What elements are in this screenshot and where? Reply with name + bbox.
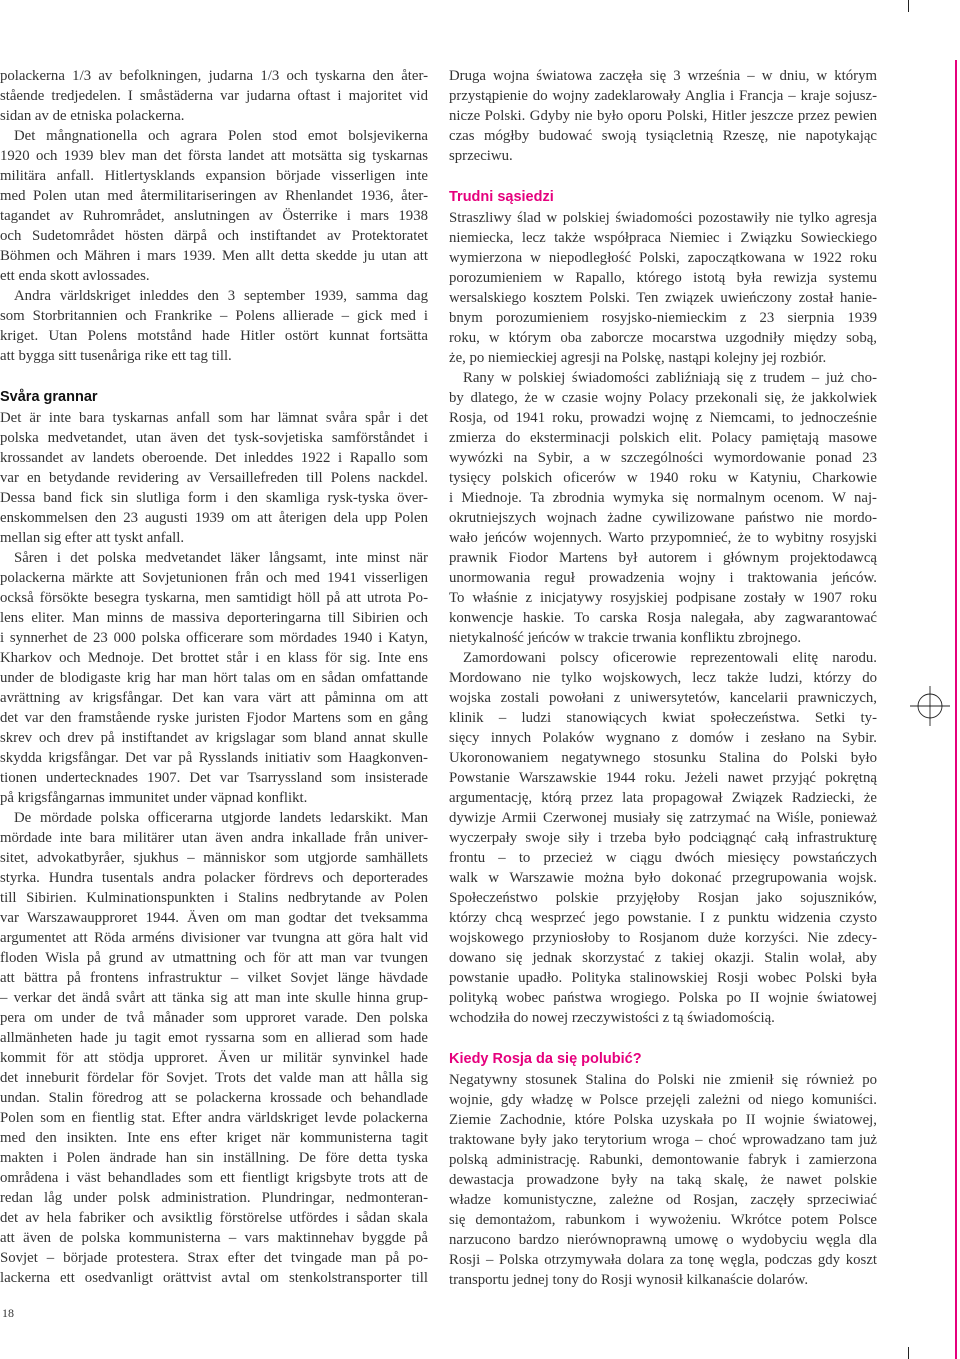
text-line: wojnie, gdy władzę w Polsce przejęli zależni od niego komuniści. [449, 1092, 877, 1108]
text-line: Powstanie Warszawskie 1944 roku. Jeżeli nawet przyjąć pokrętną [449, 770, 877, 786]
text-line: det inneburit fördelar för Sovjet. Trots det valde man att hålla sig [0, 1070, 428, 1086]
text-line: mellan sig efter att tyskt anfall. [0, 530, 185, 546]
text-line: lens eliter. Man minns de massiva deporteringarna till Sibirien och [0, 610, 428, 626]
crop-mark-bottom [908, 1347, 909, 1359]
text-line: się demontażom, rabunkom i wywożeniu. Wkrótce potem Polsce [449, 1212, 877, 1228]
text-line: 1920 och 1939 blev man det första landet att motsätta sig tyskarnas [0, 148, 428, 164]
text-line: Ziemie Zachodnie, które Polska uzyskała po II wojnie światowej, [449, 1112, 877, 1128]
text-line: kommit för att stödja upproret. Även ur militär synvinkel hade [0, 1050, 428, 1066]
text-line: skydda krigsfångar. Det var på Rysslands initiativ som Haagkonven- [0, 750, 428, 766]
text-line: redan låg under polsk administration. Plundringar, nedmonteran- [0, 1190, 428, 1206]
text-line: bnym porozumieniem rosyjsko-niemieckim z 23 sierpnia 1939 [449, 310, 877, 326]
text-line: polackerna märkte att Sovjetunionen från och med 1941 visserligen [0, 570, 428, 586]
text-line: okrutniejszych wojnach żadne cywilizowane państwo nie mordo- [449, 510, 877, 526]
text-line: Det är inte bara tyskarnas anfall som har lämnat svåra spår i det [0, 410, 428, 426]
text-line: sprzeciwu. [449, 148, 513, 164]
text-line: Det mångnationella och agrara Polen stod emot bolsjevikerna [14, 128, 428, 144]
text-line: på krigsfångarnas immunitet under väpnad konflikt. [0, 790, 308, 806]
paragraph [449, 648, 877, 1028]
text-line: narzucono bardzo nierównoprawną umowę o wydobyciu węgla dla [449, 1232, 877, 1248]
text-line: avrättning av krigsfångar. Det kan vara värt att påminna om att [0, 690, 428, 706]
text-line: Mordowano nie tylko wojskowych, lecz także ludzi, którzy do [449, 670, 877, 686]
registration-mark-icon [910, 686, 950, 726]
section-heading: Trudni sąsiedzi [449, 189, 554, 205]
paragraph [0, 808, 428, 1288]
paragraph [0, 548, 428, 808]
text-line: var en betydande revidering av Versaillefreden till Polens nackdel. [0, 470, 428, 486]
section-heading: Kiedy Rosja da się polubić? [449, 1051, 642, 1067]
text-line: że, po niemieckiej agresji na Polskę, nastąpi kolejny jej rozbiór. [449, 350, 827, 366]
text-line: och Sudetområdet hösten därpå och instiftandet av Protektoratet [0, 228, 428, 244]
text-line: ett enda skott avlossades. [0, 268, 150, 284]
crop-mark-top [908, 0, 909, 12]
text-line: którzy chcą wesprzeć jego powstanie. I z punktu widzenia czysto [449, 910, 877, 926]
text-line: dowano się jednak skorzystać z takiej okazji. Stalin wolał, aby [449, 950, 877, 966]
text-line: wyczerpały swoje siły i trzeba było podciągnąć całą infrastrukturę [449, 830, 877, 846]
page-number: 18 [2, 1306, 14, 1320]
text-line: porozumieniem w Rapallo, którego istotą była rewizja systemu [449, 270, 877, 286]
paragraph [449, 66, 877, 166]
text-line: det av hela fabriker och avsiktlig förstörelse utfördes i sådan skala [0, 1210, 428, 1226]
text-line: To właśnie z inicjatywy rosyjskiej podpisane zostały w 1907 roku [449, 590, 877, 606]
text-line: transportu jednej tony do Rosji wynosił kilkanaście dolarów. [449, 1272, 809, 1288]
text-line: niemiecka, lecz także współpraca Niemiec i Związku Sowieckiego [449, 230, 877, 246]
text-line: var Warszawaupproret 1944. Även om man godtar det tveksamma [0, 910, 428, 926]
text-line: krossandet av landets oberoende. Det inleddes 1922 i Rapallo som [0, 450, 428, 466]
text-line: allmänheten hade ju tagit emot ryssarna som en allierad som hade [0, 1030, 428, 1046]
text-line: nietykalność jeńców w trakcie trwania konfliktu zbrojnego. [449, 630, 802, 646]
paragraph [449, 1070, 877, 1290]
paragraph [0, 286, 428, 366]
text-line: tionen undertecknades 1907. Det var Tsarryssland som insisterade [0, 770, 428, 786]
margin-color-bar [955, 60, 957, 1359]
text-line: Negatywny stosunek Stalina do Polski nie zmienił się również po [449, 1072, 877, 1088]
text-line: dywizje Armii Czerwonej musiały się zatrzymać na Wiśle, ponieważ [449, 810, 877, 826]
text-line: Dessa band fick sin slutliga form i den skamliga rysk-tyska över- [0, 490, 428, 506]
text-line: czas mógłby budować swoją tysiącletnią Rzeszę, nie napotykając [449, 128, 877, 144]
text-line: under de blodigaste krig har man hört talas om en sådan omfattande [0, 670, 428, 686]
text-line: frontu – to przecież w ciągu dwóch miesięcy powstańczych [449, 850, 877, 866]
text-line: by dlatego, że w czasie wojny Polacy przekonali się, że jakkolwiek [449, 390, 877, 406]
text-line: unormowania reguł prowadzenia wojny i traktowania jeńców. [449, 570, 877, 586]
text-line: Polen som en fientlig stat. Efter andra världskriget levde polackerna [0, 1110, 428, 1126]
text-line: med Polen utan med återmilitariseringen av Rhenlandet 1936, åter- [0, 188, 428, 204]
text-line: roku, w którym oba zaborcze mocarstwa uzgodniły między sobą, [449, 330, 877, 346]
text-line: i Miednoje. Ta zbrodnia wymyka się normalnym ocenom. W naj- [449, 490, 877, 506]
text-line: att bygga sitt tusenåriga rike ett tag till. [0, 348, 232, 364]
text-line: dewastacja prowadzone były na taką skalę, że nawet polskie [449, 1172, 877, 1188]
text-line: makten i Polen ändrade han sin inställning. De före detta tyska [0, 1150, 428, 1166]
text-line: Såren i det polska medvetandet läker långsamt, inte minst när [14, 550, 428, 566]
text-line: argumentację, którą przez lata propagował Związek Radziecki, że [449, 790, 877, 806]
text-line: att bättra på frontens infrastruktur – vilket Sovjet länge hävdade [0, 970, 428, 986]
text-line: zmierza do eksterminacji polskich elit. Polacy pamiętają masowe [449, 430, 877, 446]
text-line: konwencje haskie. To carska Rosja nalegała, aby zagwarantować [449, 610, 877, 626]
text-line: Böhmen och Mähren i mars 1939. Men allt detta skedde ju utan att [0, 248, 428, 264]
text-line: floden Wisla på grund av utmattning och för att man var tvungen [0, 950, 428, 966]
text-line: tagandet av Ruhrområdet, anslutningen av Österrike i mars 1938 [0, 208, 428, 224]
text-line: powstanie upadło. Polityka stalinowskiej Rosji wobec Polski była [449, 970, 877, 986]
text-line: wymierzona w niepodległość Polski, zapoczątkowana w 1922 roku [449, 250, 877, 266]
text-line: Rosji – Polska otrzymywała dolara za tonę węgla, podczas gdy koszt [449, 1252, 877, 1268]
text-line: områdena i väst behandlades som ett fientligt krigsbyte trots att de [0, 1170, 428, 1186]
text-line: som Storbritannien och Frankrike – Polens allierade – gick med i [0, 308, 428, 324]
text-line: walk w Warszawie można było dokonać przegrupowania wojsk. [449, 870, 877, 886]
paragraph [0, 66, 428, 126]
text-line: det var den framstående ryske juristen Fjodor Martens som en gång [0, 710, 428, 726]
text-line: wchodziła do nowej rzeczywistości z tą świadomością. [449, 1010, 775, 1026]
text-line: pera om under de två månader som upproret varade. Den polska [0, 1010, 428, 1026]
text-line: wało jeńców wojennych. Warto przypomnieć, że to wybitny rosyjski [449, 530, 877, 546]
text-line: wersalskiego kosztem Polski. Ten związek uwieńczony został hanie- [449, 290, 877, 306]
text-line: att även de polska kommunisterna – vars maktinnehav byggde på [0, 1230, 428, 1246]
text-line: wywózki na Sybir, a w szczególności wymordowanie ponad 23 [449, 450, 877, 466]
text-line: polityką wobec państwa wrogiego. Polska po II wojnie światowej [449, 990, 877, 1006]
text-line: klinik – ludzi stanowiących kwiat społeczeństwa. Setki ty- [449, 710, 877, 726]
text-line: wojska zostali powołani z uniwersytetów, kancelarii prawniczych, [449, 690, 877, 706]
paragraph [0, 408, 428, 548]
paragraph [449, 208, 877, 368]
text-line: militära anfall. Hitlertysklands expansion började visserligen inte [0, 168, 428, 184]
text-line: lackerna ett osedvanligt orättvist avtal om stenkolstransporter till [0, 1270, 428, 1286]
text-line: – verkar det ändå svårt att tänka sig att man inte skulle hinna grup- [0, 990, 428, 1006]
text-line: Społeczeństwo polskie przyjęłoby Rosjan jako sojuszników, [449, 890, 877, 906]
text-line: przystąpienie do wojny zadeklarowały Anglia i Francja – kraje sojusz- [449, 88, 877, 104]
text-line: Druga wojna światowa zaczęła się 3 września – w dniu, w którym [449, 68, 877, 84]
text-line: władze komunistyczne, zależne od Rosjan, zaczęły sprzeciwiać [449, 1192, 877, 1208]
swedish-text-column [0, 66, 428, 1288]
text-line: sięcy innych Polaków wygnano z domów i zesłano na Sybir. [449, 730, 877, 746]
text-line: polackerna 1/3 av befolkningen, judarna 1/3 och tyskarna den åter- [0, 68, 428, 84]
section-heading: Svåra grannar [0, 389, 98, 405]
text-line: Sovjet – började protestera. Strax efter det tvingade man på po- [0, 1250, 428, 1266]
text-line: enskommelsen den 23 augusti 1939 om att återigen dela upp Polen [0, 510, 428, 526]
polish-text-column [449, 66, 877, 1290]
text-line: prawnik Fiodor Martens był autorem i głównym projektodawcą [449, 550, 877, 566]
text-line: stående tredjedelen. I småstäderna var judarna oftast i majoritet vid [0, 88, 428, 104]
text-line: skrev och drev på instiftandet av krigslagar som bland annat skulle [0, 730, 428, 746]
text-line: polską administrację. Rabunki, demontowanie fabryk i zamierzona [449, 1152, 877, 1168]
text-line: tysięcy polskich oficerów w 1940 roku w Katyniu, Charkowie [449, 470, 877, 486]
text-line: De mördade polska officerarna utgjorde landets ledarskikt. Man [14, 810, 428, 826]
text-line: med den insikten. Inte ens efter kriget när kommunisterna tagit [0, 1130, 428, 1146]
text-line: Rany w polskiej świadomości zabliźniają się z trudem – już cho- [463, 370, 877, 386]
text-line: Kharkov och Mednoje. Det brottet står i en klass för sig. Inte ens [0, 650, 428, 666]
text-line: traktowane były jako terytorium wroga – choć wprowadzano tam już [449, 1132, 877, 1148]
text-line: nicze Polski. Gdyby nie było oporu Polski, Hitler jeszcze przez pewien [449, 108, 877, 124]
paragraph [449, 368, 877, 648]
text-line: sitet, advokatbyråer, sjukhus – människor som utgjorde samhällets [0, 850, 428, 866]
text-line: styrka. Hundra tusentals andra polacker fördrevs och deporterades [0, 870, 428, 886]
text-line: Zamordowani polscy oficerowie reprezentowali elitę narodu. [463, 650, 877, 666]
text-line: Andra världskriget inleddes den 3 september 1939, samma dag [14, 288, 428, 304]
text-line: sidan av de etniska polackerna. [0, 108, 185, 124]
text-line: mördade inte bara militärer utan även andra inkallade från univer- [0, 830, 428, 846]
text-line: argumentet att Röda arméns divisioner var tvungna att göra halt vid [0, 930, 428, 946]
text-line: också försökte besegra tyskarna, men samtidigt höll på att utrota Po- [0, 590, 428, 606]
text-line: undan. Stalin föredrog att se polackerna krossade och behandlade [0, 1090, 428, 1106]
text-line: i synnerhet de 23 000 polska officerare som mördades 1940 i Katyn, [0, 630, 428, 646]
text-line: Rosja, od 1941 roku, prowadzi wojnę z Niemcami, to jednocześnie [449, 410, 877, 426]
text-line: Straszliwy ślad w polskiej świadomości pozostawiły nie tylko agresja [449, 210, 877, 226]
text-line: wojskowego przyniosłoby to Rosjanom duże korzyści. Nie zdecy- [449, 930, 877, 946]
text-line: Ukoronowaniem negatywnego stosunku Stalina do Polski było [449, 750, 877, 766]
text-line: kriget. Utan Polens motstånd hade Hitler ostört kunnat fortsätta [0, 328, 428, 344]
paragraph [0, 126, 428, 286]
text-line: till Sibirien. Kulminationspunkten i Stalins nedbrytande av Polen [0, 890, 428, 906]
text-line: polska medvetandet, utan även det tysk-sovjetiska samförståndet i [0, 430, 428, 446]
